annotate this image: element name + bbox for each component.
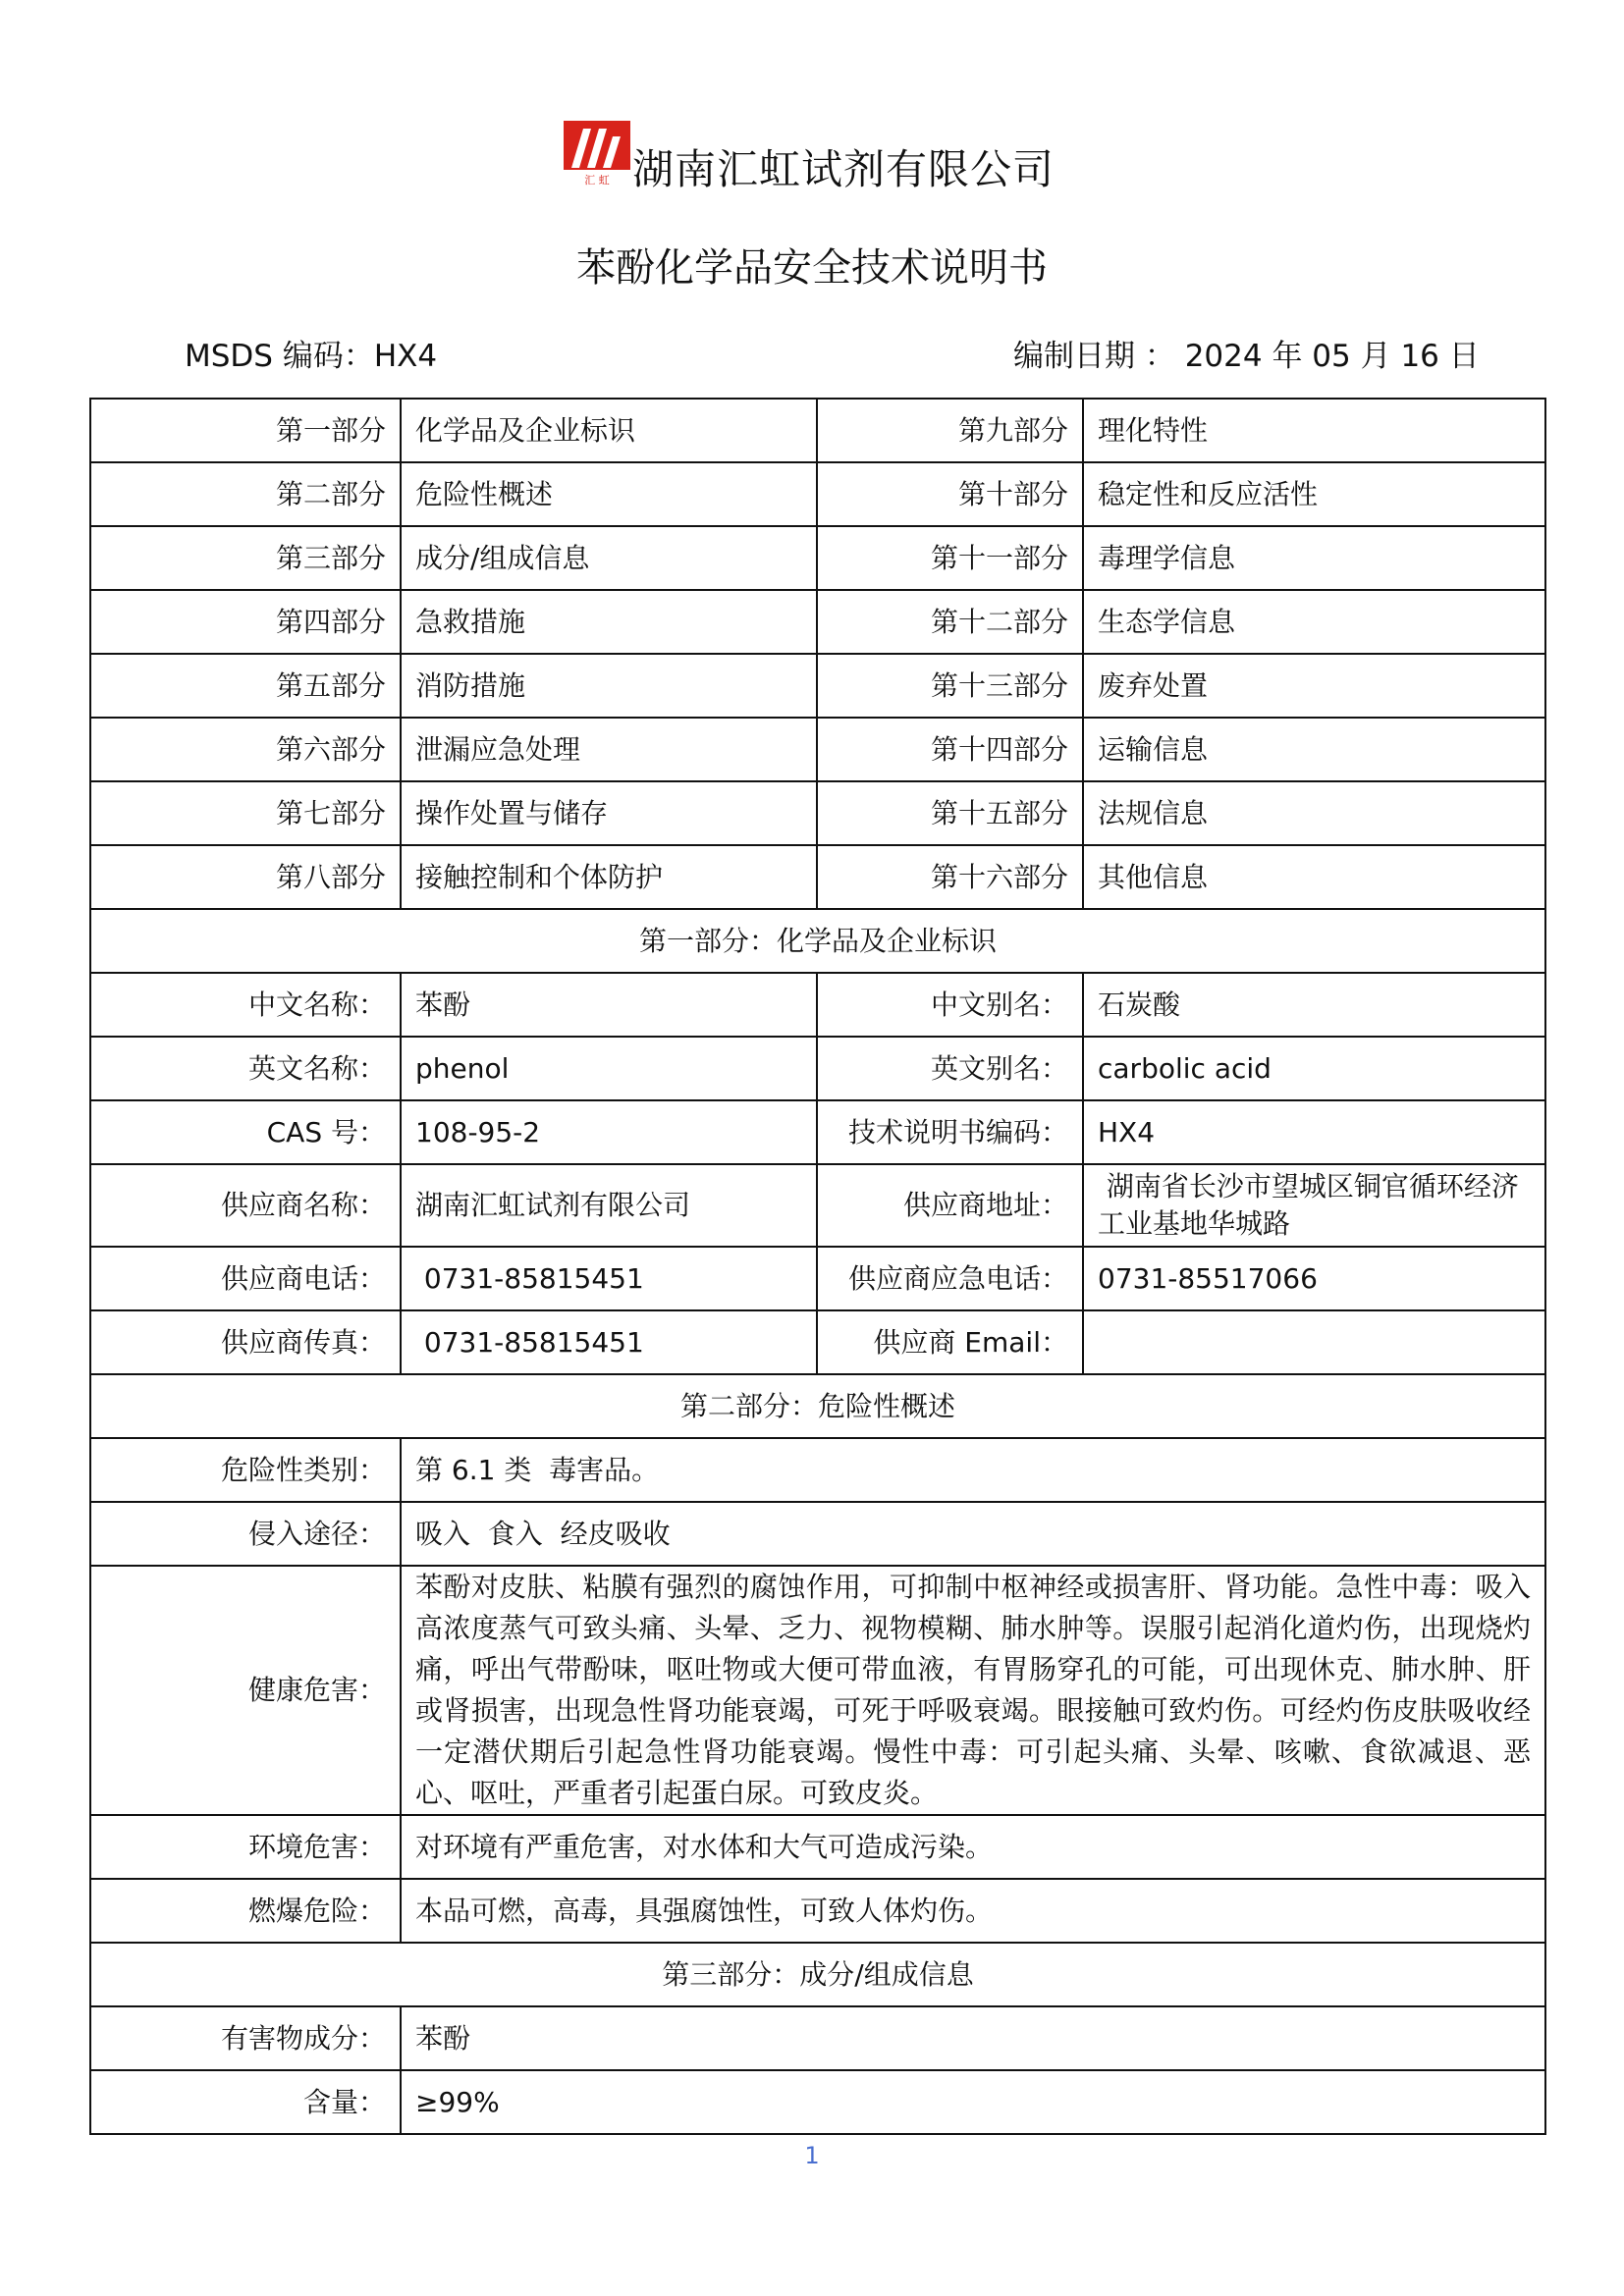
toc-row xyxy=(90,781,1545,845)
msds-code: MSDS 编码：HX4 xyxy=(185,339,438,374)
toc-section-number: 第十六部分 xyxy=(817,845,1083,909)
toc-row xyxy=(90,590,1545,654)
composition-row xyxy=(90,2070,1545,2134)
section-2-heading: 第二部分：危险性概述 xyxy=(90,1374,1545,1438)
field-label: 供应商名称： xyxy=(90,1164,401,1247)
page-number: 1 xyxy=(804,2142,820,2169)
field-label: CAS 号： xyxy=(90,1100,401,1164)
toc-section-number: 第九部分 xyxy=(817,399,1083,462)
field-label: 有害物成分： xyxy=(90,2006,401,2070)
hazard-row xyxy=(90,1815,1545,1879)
toc-section-title: 生态学信息 xyxy=(1083,590,1545,654)
hazard-row xyxy=(90,1502,1545,1566)
info-row xyxy=(90,1037,1545,1100)
section-heading-row xyxy=(90,1943,1545,2006)
toc-section-number: 第十一部分 xyxy=(817,526,1083,590)
toc-section-number: 第十四部分 xyxy=(817,718,1083,781)
field-value: 湖南省长沙市望城区铜官循环经济工业基地华城路 xyxy=(1083,1164,1545,1247)
toc-section-number: 第十二部分 xyxy=(817,590,1083,654)
field-label: 供应商应急电话： xyxy=(817,1247,1083,1310)
toc-section-title: 运输信息 xyxy=(1083,718,1545,781)
toc-section-number: 第三部分 xyxy=(90,526,401,590)
toc-section-number: 第十部分 xyxy=(817,462,1083,526)
field-value: 108-95-2 xyxy=(401,1100,817,1164)
field-value: 石炭酸 xyxy=(1083,973,1545,1037)
field-label: 供应商 Email： xyxy=(817,1310,1083,1374)
composition-row xyxy=(90,2006,1545,2070)
info-row xyxy=(90,1164,1545,1247)
field-value: 苯酚 xyxy=(401,2006,1545,2070)
toc-section-title: 危险性概述 xyxy=(401,462,817,526)
company-logo xyxy=(562,119,632,189)
toc-row xyxy=(90,718,1545,781)
field-value: HX4 xyxy=(1083,1100,1545,1164)
field-value: ≥99% xyxy=(401,2070,1545,2134)
toc-row xyxy=(90,399,1545,462)
field-value: 0731-85517066 xyxy=(1083,1247,1545,1310)
field-value: 湖南汇虹试剂有限公司 xyxy=(401,1164,817,1247)
hazard-row xyxy=(90,1879,1545,1943)
field-label: 英文名称： xyxy=(90,1037,401,1100)
hazard-row xyxy=(90,1566,1545,1815)
field-value: 吸入 食入 经皮吸收 xyxy=(401,1502,1545,1566)
toc-section-number: 第十五部分 xyxy=(817,781,1083,845)
logo-text: 汇 虹 xyxy=(584,174,610,187)
toc-section-number: 第一部分 xyxy=(90,399,401,462)
toc-section-title: 急救措施 xyxy=(401,590,817,654)
compile-date: 编制日期 ： 2024 年 05 月 16 日 xyxy=(1013,339,1480,374)
info-row xyxy=(90,1310,1545,1374)
field-value: 0731-85815451 xyxy=(401,1310,817,1374)
info-row xyxy=(90,973,1545,1037)
toc-section-title: 理化特性 xyxy=(1083,399,1545,462)
toc-section-title: 成分/组成信息 xyxy=(401,526,817,590)
toc-section-number: 第八部分 xyxy=(90,845,401,909)
field-label: 环境危害： xyxy=(90,1815,401,1879)
field-label: 危险性类别： xyxy=(90,1438,401,1502)
field-label: 中文名称： xyxy=(90,973,401,1037)
toc-section-title: 消防措施 xyxy=(401,654,817,718)
document-title: 苯酚化学品安全技术说明书 xyxy=(576,245,1048,291)
field-label: 健康危害： xyxy=(90,1566,401,1815)
toc-row xyxy=(90,654,1545,718)
msds-table xyxy=(89,398,1546,2135)
field-label: 英文别名： xyxy=(817,1037,1083,1100)
toc-section-title: 稳定性和反应活性 xyxy=(1083,462,1545,526)
toc-row xyxy=(90,462,1545,526)
toc-section-number: 第五部分 xyxy=(90,654,401,718)
toc-section-title: 其他信息 xyxy=(1083,845,1545,909)
toc-section-number: 第十三部分 xyxy=(817,654,1083,718)
field-value: 本品可燃，高毒，具强腐蚀性，可致人体灼伤。 xyxy=(401,1879,1545,1943)
toc-section-title: 废弃处置 xyxy=(1083,654,1545,718)
field-value: 苯酚 xyxy=(401,973,817,1037)
toc-section-number: 第七部分 xyxy=(90,781,401,845)
field-value: 对环境有严重危害，对水体和大气可造成污染。 xyxy=(401,1815,1545,1879)
field-label: 中文别名： xyxy=(817,973,1083,1037)
info-row xyxy=(90,1100,1545,1164)
toc-section-title: 法规信息 xyxy=(1083,781,1545,845)
hazard-row xyxy=(90,1438,1545,1502)
toc-section-title: 接触控制和个体防护 xyxy=(401,845,817,909)
field-label: 供应商传真： xyxy=(90,1310,401,1374)
field-value: carbolic acid xyxy=(1083,1037,1545,1100)
section-1-heading: 第一部分：化学品及企业标识 xyxy=(90,909,1545,973)
field-label: 供应商电话： xyxy=(90,1247,401,1310)
field-value: phenol xyxy=(401,1037,817,1100)
toc-section-number: 第二部分 xyxy=(90,462,401,526)
field-label: 侵入途径： xyxy=(90,1502,401,1566)
field-value: 第 6.1 类 毒害品。 xyxy=(401,1438,1545,1502)
section-heading-row xyxy=(90,1374,1545,1438)
section-3-heading: 第三部分：成分/组成信息 xyxy=(90,1943,1545,2006)
toc-row xyxy=(90,845,1545,909)
toc-row xyxy=(90,526,1545,590)
toc-section-title: 泄漏应急处理 xyxy=(401,718,817,781)
field-value: 0731-85815451 xyxy=(401,1247,817,1310)
health-hazard-text: 苯酚对皮肤、粘膜有强烈的腐蚀作用，可抑制中枢神经或损害肝、肾功能。急性中毒：吸入高浓度蒸气可致头痛、头晕、乏力、视物模糊、肺水肿等。误服引起消化道灼伤，出现烧灼痛，呼出气带酚味，呕吐物或大便可带血液，有胃肠穿孔的可能，可出现休克、肺水肿、肝或肾损害，出现急性肾功能衰竭，可死于呼吸衰竭。眼接触可致灼伤。可经灼伤皮肤吸收经一定潜伏期后引起急性肾功能衰竭。慢性中毒：可引起头痛、头晕、咳嗽、食欲减退、恶心、呕吐，严重者引起蛋白尿。可致皮炎。 xyxy=(401,1566,1545,1815)
company-name: 湖南汇虹试剂有限公司 xyxy=(632,145,1056,193)
field-label: 技术说明书编码： xyxy=(817,1100,1083,1164)
field-label: 燃爆危险： xyxy=(90,1879,401,1943)
toc-section-title: 化学品及企业标识 xyxy=(401,399,817,462)
toc-section-title: 操作处置与储存 xyxy=(401,781,817,845)
field-value xyxy=(1083,1310,1545,1374)
field-label: 含量： xyxy=(90,2070,401,2134)
toc-section-number: 第四部分 xyxy=(90,590,401,654)
field-label: 供应商地址： xyxy=(817,1164,1083,1247)
section-heading-row xyxy=(90,909,1545,973)
info-row xyxy=(90,1247,1545,1310)
toc-section-number: 第六部分 xyxy=(90,718,401,781)
toc-section-title: 毒理学信息 xyxy=(1083,526,1545,590)
